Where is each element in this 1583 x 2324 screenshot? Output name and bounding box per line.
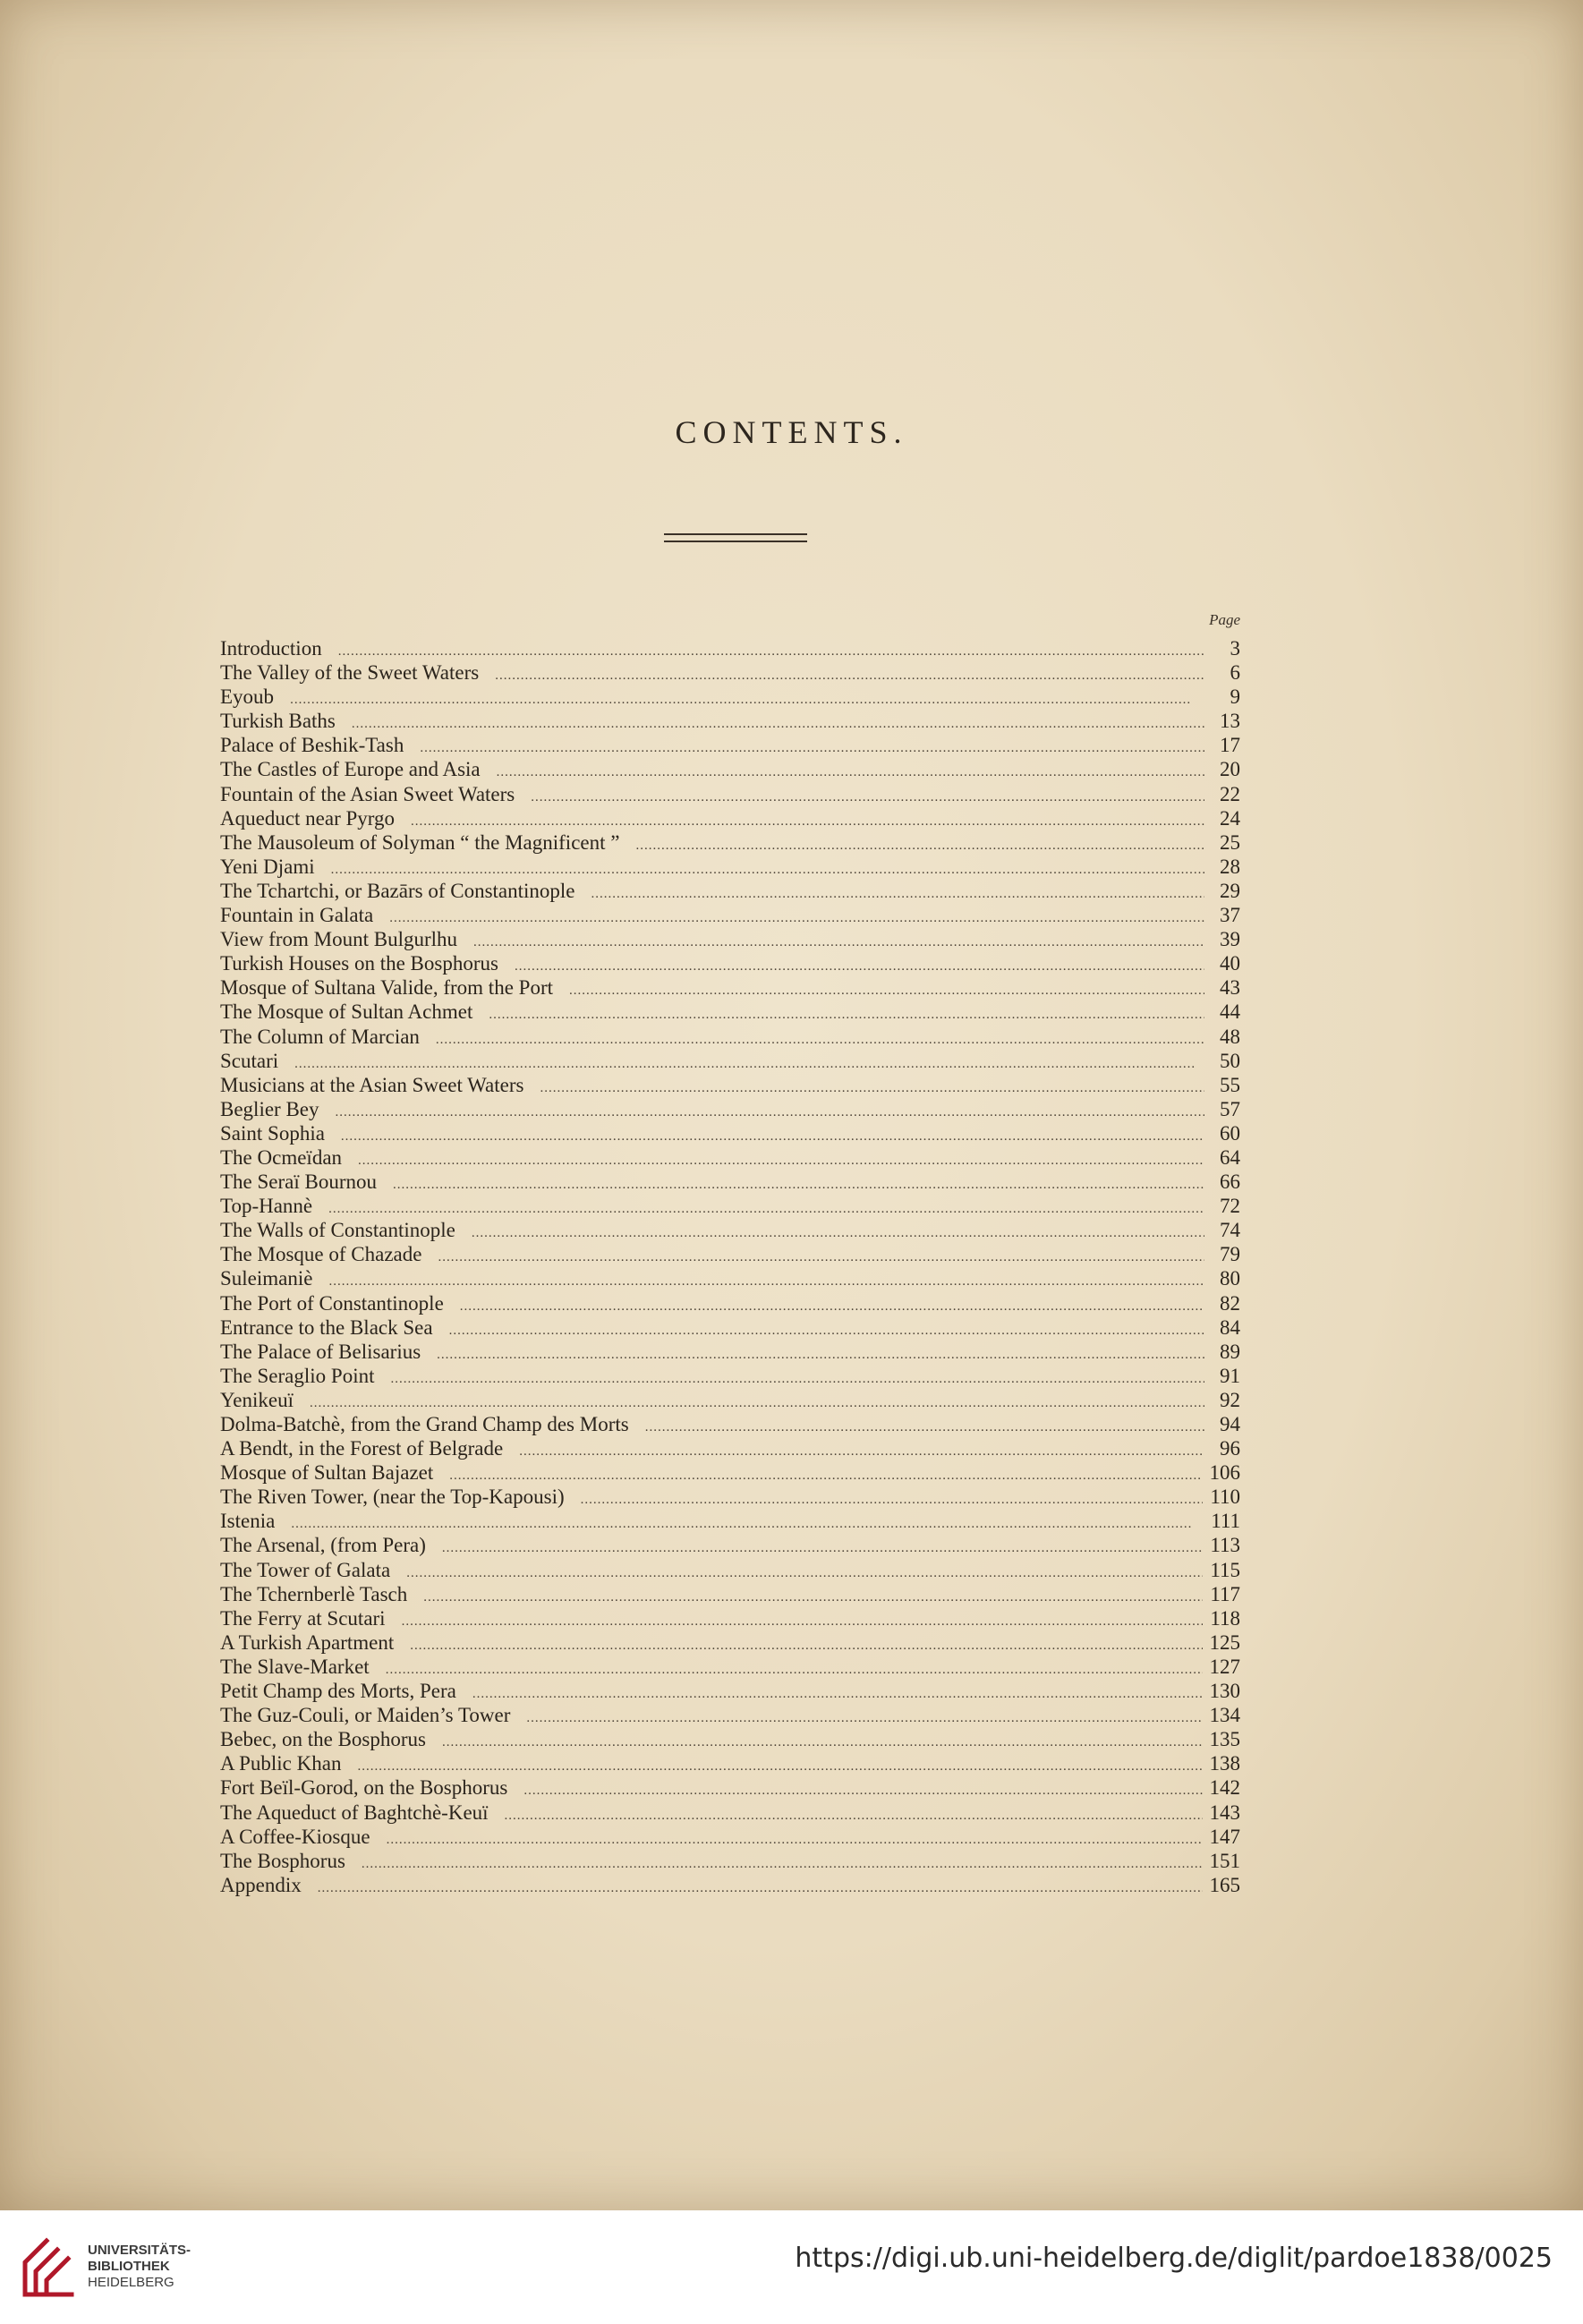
toc-entry-title: Fort Beïl-Gorod, on the Bosphorus (220, 1776, 508, 1800)
toc-entry-title: Entrance to the Black Sea (220, 1315, 433, 1339)
dot-leader (423, 1586, 1203, 1610)
toc-entry (220, 927, 1240, 951)
toc-entry-page-number: 82 (1220, 1291, 1240, 1315)
table-of-contents (220, 636, 1240, 1897)
dot-leader (531, 786, 1204, 810)
toc-entry-title: Dolma-Batchè, from the Grand Champ des Morts (220, 1413, 629, 1435)
toc-entry (220, 1291, 1240, 1315)
library-footer (0, 2210, 1583, 2324)
toc-entry-page-number: 43 (1220, 976, 1240, 1000)
toc-entry (220, 1194, 1240, 1218)
toc-entry-title: The Seraï Bournou (220, 1171, 378, 1194)
toc-entry (220, 1145, 1240, 1170)
dot-leader (472, 1222, 1204, 1246)
dot-leader (402, 1610, 1204, 1634)
toc-entry-title: Petit Champ des Morts, Pera (220, 1680, 456, 1703)
toc-entry-title: Top-Hannè (220, 1195, 313, 1218)
toc-entry-title: A Turkish Apartment (220, 1630, 395, 1654)
dot-leader (393, 1173, 1204, 1197)
toc-entry (220, 1533, 1240, 1557)
toc-entry-title: View from Mount Bulgurlhu (220, 928, 458, 951)
toc-entry-title: Yenikeuï (220, 1388, 294, 1411)
toc-entry (220, 1873, 1240, 1897)
toc-entry-title: The Mosque of Sultan Achmet (220, 1000, 473, 1024)
toc-entry (220, 830, 1240, 855)
toc-entry (220, 1727, 1240, 1751)
dot-leader (352, 712, 1204, 736)
toc-entry (220, 1485, 1240, 1509)
dot-leader (362, 1852, 1203, 1877)
toc-entry-page-number: 130 (1209, 1680, 1240, 1703)
toc-entry-title: Beglier Bey (220, 1097, 319, 1120)
toc-entry (220, 782, 1240, 806)
dot-leader (358, 1149, 1204, 1173)
toc-entry-title: The Ferry at Scutari (220, 1606, 386, 1630)
toc-entry-page-number: 142 (1209, 1776, 1240, 1800)
toc-entry (220, 733, 1240, 757)
toc-entry-page-number: 143 (1209, 1800, 1240, 1824)
toc-entry (220, 1849, 1240, 1873)
toc-entry (220, 1340, 1240, 1364)
dot-leader (436, 1028, 1204, 1052)
university-library-logo-icon (20, 2235, 77, 2300)
dot-leader (438, 1246, 1204, 1270)
toc-entry-title: A Public Khan (220, 1752, 342, 1775)
dot-leader (449, 1319, 1204, 1343)
toc-entry-title: The Palace of Belisarius (220, 1340, 421, 1363)
toc-entry-title: The Valley of the Sweet Waters (220, 661, 480, 685)
toc-entry-page-number: 3 (1230, 637, 1240, 660)
toc-entry (220, 1170, 1240, 1194)
toc-entry-title: The Tchernberlè Tasch (220, 1582, 408, 1605)
toc-entry-page-number: 94 (1220, 1413, 1240, 1435)
toc-entry-page-number: 48 (1220, 1025, 1240, 1048)
dot-leader (328, 1270, 1204, 1294)
dot-leader (406, 1562, 1203, 1586)
toc-entry-page-number: 106 (1209, 1461, 1240, 1485)
toc-entry (220, 685, 1240, 709)
library-name (88, 2243, 191, 2291)
toc-entry-page-number: 37 (1220, 904, 1240, 927)
toc-entry-title: The Riven Tower, (near the Top-Kapousi) (220, 1485, 565, 1509)
dot-leader (581, 1488, 1204, 1512)
toc-entry-page-number: 89 (1220, 1340, 1240, 1363)
toc-entry (220, 1049, 1240, 1073)
toc-entry-page-number: 117 (1210, 1582, 1240, 1605)
toc-entry-title: Fountain in Galata (220, 904, 374, 927)
toc-entry-title: The Bosphorus (220, 1849, 345, 1872)
toc-entry-title: The Mausoleum of Solyman “ the Magnificent ” (220, 830, 620, 854)
dot-leader (472, 1682, 1203, 1707)
dot-leader (523, 1779, 1202, 1803)
toc-entry-title: Saint Sophia (220, 1121, 325, 1145)
toc-entry-page-number: 60 (1220, 1121, 1240, 1145)
toc-entry (220, 1655, 1240, 1679)
toc-entry (220, 1412, 1240, 1436)
toc-entry (220, 1315, 1240, 1340)
dot-leader (442, 1731, 1203, 1755)
toc-entry-title: The Column of Marcian (220, 1025, 420, 1048)
dot-leader (328, 1197, 1204, 1222)
toc-entry-title: The Aqueduct of Baghtchè-Keuï (220, 1800, 489, 1824)
toc-entry-title: Palace of Beshik-Tash (220, 734, 404, 757)
toc-entry-title: The Walls of Constantinople (220, 1219, 455, 1242)
toc-entry-title: Turkish Baths (220, 710, 336, 733)
toc-entry-page-number: 40 (1220, 952, 1240, 975)
toc-entry-title: A Bendt, in the Forest of Belgrade (220, 1437, 504, 1460)
toc-entry (220, 1606, 1240, 1630)
toc-entry-page-number: 96 (1220, 1437, 1240, 1460)
dot-leader (505, 1804, 1203, 1828)
toc-entry (220, 1679, 1240, 1703)
toc-entry-title: The Ocmeïdan (220, 1145, 343, 1169)
toc-entry (220, 855, 1240, 879)
toc-entry (220, 709, 1240, 733)
toc-entry-title: The Slave-Market (220, 1655, 370, 1678)
toc-entry-page-number: 134 (1209, 1704, 1240, 1727)
toc-entry-page-number: 135 (1209, 1728, 1240, 1751)
dot-leader (591, 882, 1204, 907)
dot-leader (437, 1343, 1204, 1367)
toc-entry-title: Fountain of the Asian Sweet Waters (220, 782, 515, 805)
toc-entry-title: The Seraglio Point (220, 1364, 375, 1387)
dot-leader (336, 1101, 1205, 1125)
toc-entry-title: Musicians at the Asian Sweet Waters (220, 1073, 524, 1096)
toc-entry-page-number: 13 (1220, 710, 1240, 733)
toc-entry-page-number: 147 (1209, 1825, 1240, 1848)
dot-leader (387, 1828, 1203, 1852)
toc-entry-page-number: 22 (1220, 782, 1240, 805)
dot-leader (473, 931, 1204, 955)
toc-entry-page-number: 6 (1230, 661, 1240, 685)
title-double-rule (664, 533, 807, 542)
toc-entry-title: A Coffee-Kiosque (220, 1825, 370, 1848)
toc-entry (220, 1775, 1240, 1800)
toc-entry-page-number: 80 (1220, 1267, 1240, 1290)
dot-leader (635, 834, 1204, 858)
toc-entry-page-number: 118 (1210, 1606, 1240, 1630)
toc-entry-page-number: 44 (1220, 1000, 1240, 1024)
toc-entry-page-number: 72 (1220, 1195, 1240, 1218)
toc-entry-title: The Guz-Couli, or Maiden’s Tower (220, 1704, 511, 1727)
dot-leader (526, 1707, 1202, 1731)
dot-leader (390, 1367, 1204, 1392)
toc-entry (220, 1582, 1240, 1606)
toc-entry-page-number: 92 (1220, 1388, 1240, 1411)
toc-entry (220, 1558, 1240, 1582)
dot-leader (489, 1003, 1204, 1027)
toc-entry-title: Scutari (220, 1049, 279, 1072)
toc-entry-page-number: 20 (1220, 758, 1240, 781)
toc-entry-page-number: 113 (1210, 1534, 1240, 1557)
toc-entry-page-number: 165 (1209, 1873, 1240, 1896)
toc-entry-page-number: 138 (1209, 1752, 1240, 1775)
dot-leader (569, 979, 1204, 1003)
dot-leader (389, 907, 1204, 931)
toc-entry (220, 757, 1240, 781)
toc-entry-title: The Tower of Galata (220, 1558, 391, 1581)
toc-entry-title: Aqueduct near Pyrgo (220, 806, 396, 830)
toc-entry-page-number: 110 (1210, 1485, 1240, 1509)
toc-entry-title: Istenia (220, 1510, 276, 1533)
toc-entry-page-number: 28 (1220, 855, 1240, 878)
toc-entry-page-number: 115 (1210, 1558, 1240, 1581)
library-name-line-2: BIBLIOTHEK (88, 2259, 170, 2274)
page-column-label: Page (1209, 611, 1240, 628)
toc-entry-page-number: 50 (1220, 1049, 1240, 1072)
toc-entry-page-number: 111 (1211, 1510, 1240, 1533)
toc-entry-page-number: 151 (1209, 1849, 1240, 1872)
dot-leader (420, 736, 1204, 761)
source-url-link[interactable]: https://digi.ub.uni-heidelberg.de/diglit/pardoe1838/0025 (795, 2243, 1553, 2274)
toc-entry-title: The Arsenal, (from Pera) (220, 1534, 426, 1557)
dot-leader (460, 1295, 1204, 1319)
toc-entry (220, 1025, 1240, 1049)
toc-entry-title: The Castles of Europe and Asia (220, 758, 481, 781)
toc-entry-title: The Tchartchi, or Bazārs of Constantinople (220, 879, 575, 902)
toc-entry (220, 1121, 1240, 1145)
toc-entry (220, 636, 1240, 660)
dot-leader (645, 1416, 1204, 1440)
toc-entry (220, 1218, 1240, 1242)
toc-entry-page-number: 84 (1220, 1315, 1240, 1339)
toc-entry-title: Suleimaniè (220, 1267, 313, 1290)
dot-leader (442, 1537, 1203, 1561)
toc-entry (220, 1364, 1240, 1388)
toc-entry (220, 1509, 1240, 1533)
toc-entry (220, 1751, 1240, 1775)
toc-entry-title: Appendix (220, 1873, 302, 1896)
toc-entry (220, 1000, 1240, 1024)
page-title: CONTENTS. (675, 414, 908, 450)
toc-entry-page-number: 127 (1209, 1655, 1240, 1678)
dot-leader (495, 664, 1204, 688)
dot-leader (386, 1658, 1203, 1682)
toc-entry (220, 951, 1240, 975)
toc-entry-page-number: 64 (1220, 1145, 1240, 1169)
toc-entry (220, 1436, 1240, 1460)
toc-entry-page-number: 17 (1220, 734, 1240, 757)
toc-entry-page-number: 29 (1220, 879, 1240, 902)
toc-entry-page-number: 91 (1220, 1364, 1240, 1387)
toc-entry-page-number: 79 (1220, 1243, 1240, 1266)
dot-leader (290, 688, 1204, 712)
dot-leader (410, 1634, 1202, 1658)
library-name-line-3: HEIDELBERG (88, 2275, 174, 2290)
dot-leader (341, 1125, 1204, 1149)
toc-entry-page-number: 125 (1209, 1630, 1240, 1654)
dot-leader (540, 1077, 1204, 1101)
toc-entry (220, 1460, 1240, 1485)
toc-entry-page-number: 74 (1220, 1219, 1240, 1242)
toc-entry (220, 660, 1240, 685)
toc-entry-title: Yeni Djami (220, 855, 315, 878)
toc-entry-page-number: 25 (1220, 830, 1240, 854)
toc-entry-page-number: 39 (1220, 928, 1240, 951)
toc-entry-title: Introduction (220, 637, 322, 660)
dot-leader (519, 1440, 1204, 1464)
toc-entry-page-number: 57 (1220, 1097, 1240, 1120)
toc-entry (220, 1097, 1240, 1121)
toc-entry-title: The Mosque of Chazade (220, 1243, 422, 1266)
toc-entry (220, 1800, 1240, 1825)
toc-entry-title: Eyoub (220, 685, 275, 709)
toc-entry-title: The Port of Constantinople (220, 1291, 444, 1315)
dot-leader (515, 955, 1204, 979)
toc-entry (220, 1630, 1240, 1655)
dot-leader (497, 761, 1204, 785)
toc-entry-page-number: 24 (1220, 806, 1240, 830)
dot-leader (318, 1877, 1203, 1901)
dot-leader (291, 1512, 1204, 1537)
toc-entry (220, 806, 1240, 830)
toc-entry (220, 1242, 1240, 1266)
toc-entry-page-number: 55 (1220, 1073, 1240, 1096)
toc-entry (220, 1703, 1240, 1727)
toc-entry-page-number: 66 (1220, 1171, 1240, 1194)
toc-entry (220, 975, 1240, 1000)
toc-entry-title: Mosque of Sultana Valide, from the Port (220, 976, 553, 1000)
toc-entry-title: Mosque of Sultan Bajazet (220, 1461, 434, 1485)
toc-entry-page-number: 9 (1230, 685, 1240, 709)
toc-entry-title: Bebec, on the Bosphorus (220, 1728, 426, 1751)
toc-entry (220, 903, 1240, 927)
toc-entry (220, 1388, 1240, 1412)
toc-entry-title: Turkish Houses on the Bosphorus (220, 952, 498, 975)
toc-entry (220, 1073, 1240, 1097)
toc-entry (220, 1825, 1240, 1849)
toc-entry (220, 879, 1240, 903)
library-name-line-1: UNIVERSITÄTS- (88, 2243, 191, 2258)
toc-entry (220, 1266, 1240, 1290)
